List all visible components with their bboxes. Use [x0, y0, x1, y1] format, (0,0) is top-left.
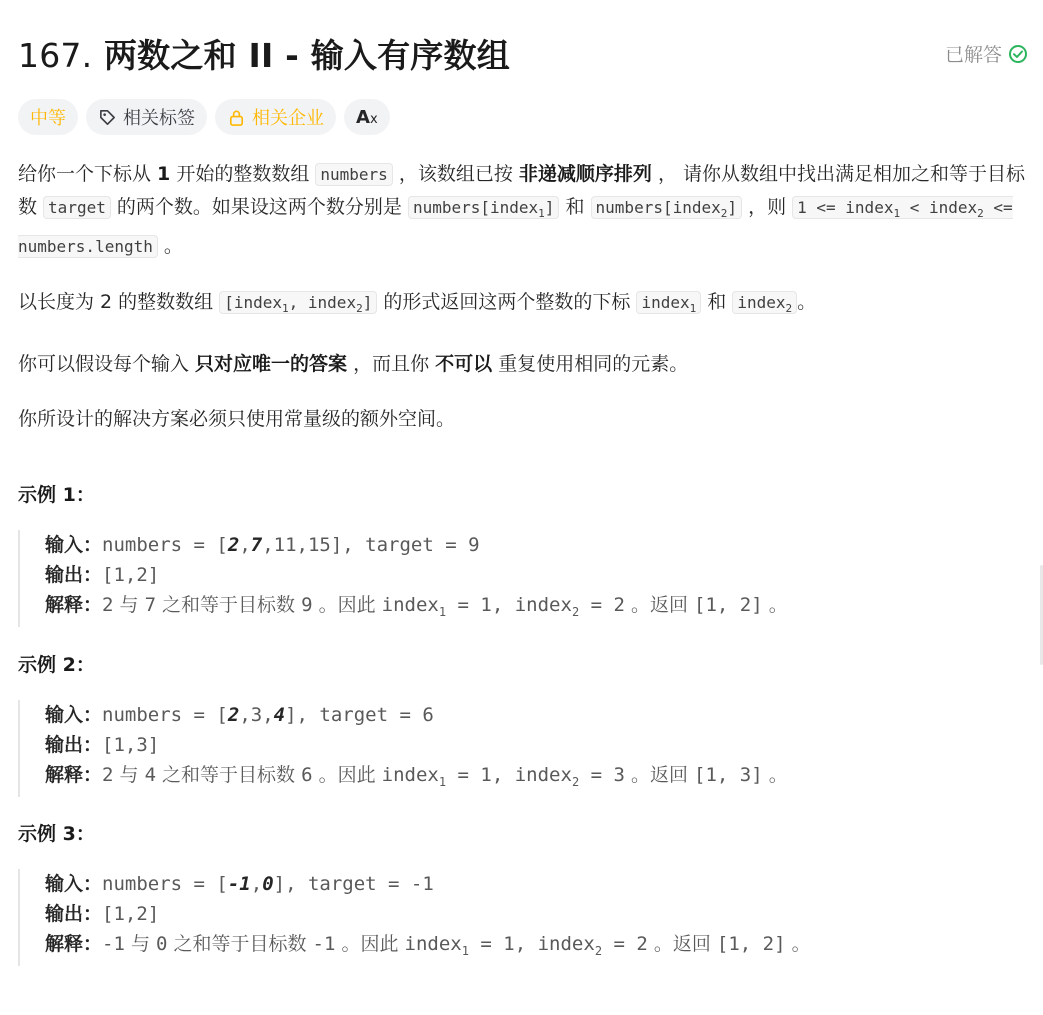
example-3-block: [18, 869, 1028, 966]
translate-button[interactable]: [344, 99, 390, 135]
example-input-row: 输入：numbers = [2,3,4], target = 6: [45, 704, 434, 726]
example-2-block: [18, 700, 1028, 797]
inline-code: target: [43, 196, 111, 219]
tag-bar: [18, 99, 390, 135]
example-output-row: 输出：[1,3]: [45, 734, 160, 756]
related-companies-button[interactable]: [215, 99, 336, 135]
inline-code: index$_2$: [732, 291, 797, 314]
problem-description: [18, 158, 1030, 458]
inline-code: index$_1$: [636, 291, 701, 314]
lock-icon: [227, 108, 246, 127]
example-3-title: 示例 3：: [18, 823, 95, 845]
inline-code: numbers: [315, 163, 392, 186]
example-input-row: 输入：numbers = [2,7,11,15], target = 9: [45, 534, 480, 556]
example-1-block: [18, 530, 1028, 627]
solved-label: 已解答: [944, 44, 1002, 66]
check-circle-icon: [1008, 44, 1028, 64]
example-output-row: 输出：[1,2]: [45, 564, 160, 586]
problem-title[interactable]: [18, 30, 510, 77]
example-explain-row: 解释：-1 与 0 之和等于目标数 -1 。因此 index$_1$ = 1, index$_2$ = 2 。返回 [1, 2] 。: [45, 933, 811, 958]
difficulty-label: 中等: [30, 108, 66, 129]
inline-code: [index$_1$, index$_2$]: [219, 291, 377, 314]
problem-number: 167.: [18, 36, 93, 75]
difficulty-badge: [18, 99, 78, 135]
problem-name: 两数之和 II - 输入有序数组: [103, 36, 510, 75]
tag-icon: [98, 108, 117, 127]
translate-icon: Ax: [356, 106, 378, 128]
example-1-title: 示例 1：: [18, 484, 95, 506]
title-row: [18, 30, 1028, 78]
example-explain-row: 解释：2 与 4 之和等于目标数 6 。因此 index$_1$ = 1, index$_2$ = 3 。返回 [1, 3] 。: [45, 764, 788, 789]
desc-paragraph-2: 以长度为 2 的整数数组 [index$_1$, index$_2$] 的形式返回这两个整数的下标 index$_1$ 和 index$_2$ 。: [18, 291, 817, 316]
related-companies-label: 相关企业: [252, 108, 324, 129]
desc-paragraph-1: 给你一个下标从 1 开始的整数数组 numbers ，该数组已按 非递减顺序排列 ， 请你从数组中找出满足相加之和等于目标数 target 的两个数。如果设这两个数分别是 numbers[index$_1$] 和 numbers[index$_2$] ，则 1 <= index$_1$ < index$_2$ <= numbers.length 。: [18, 163, 1026, 258]
example-input-row: 输入：numbers = [-1,0], target = -1: [45, 873, 434, 895]
solved-status: [945, 40, 1028, 67]
desc-paragraph-3: 你可以假设每个输入 只对应唯一的答案 ，而且你 不可以 重复使用相同的元素。: [18, 353, 689, 376]
example-output-row: 输出：[1,2]: [45, 903, 160, 925]
inline-code: numbers[index$_1$]: [408, 196, 560, 219]
related-tags-label: 相关标签: [123, 108, 195, 129]
inline-code: 1 <= index$_1$ < index$_2$ <= numbers.length: [18, 198, 1013, 257]
related-tags-button[interactable]: [86, 99, 207, 135]
desc-paragraph-4: 你所设计的解决方案必须只使用常量级的额外空间。: [18, 408, 456, 431]
inline-code: numbers[index$_2$]: [591, 196, 743, 219]
example-2-title: 示例 2：: [18, 654, 95, 676]
example-explain-row: 解释：2 与 7 之和等于目标数 9 。因此 index$_1$ = 1, index$_2$ = 2 。返回 [1, 2] 。: [45, 594, 788, 619]
